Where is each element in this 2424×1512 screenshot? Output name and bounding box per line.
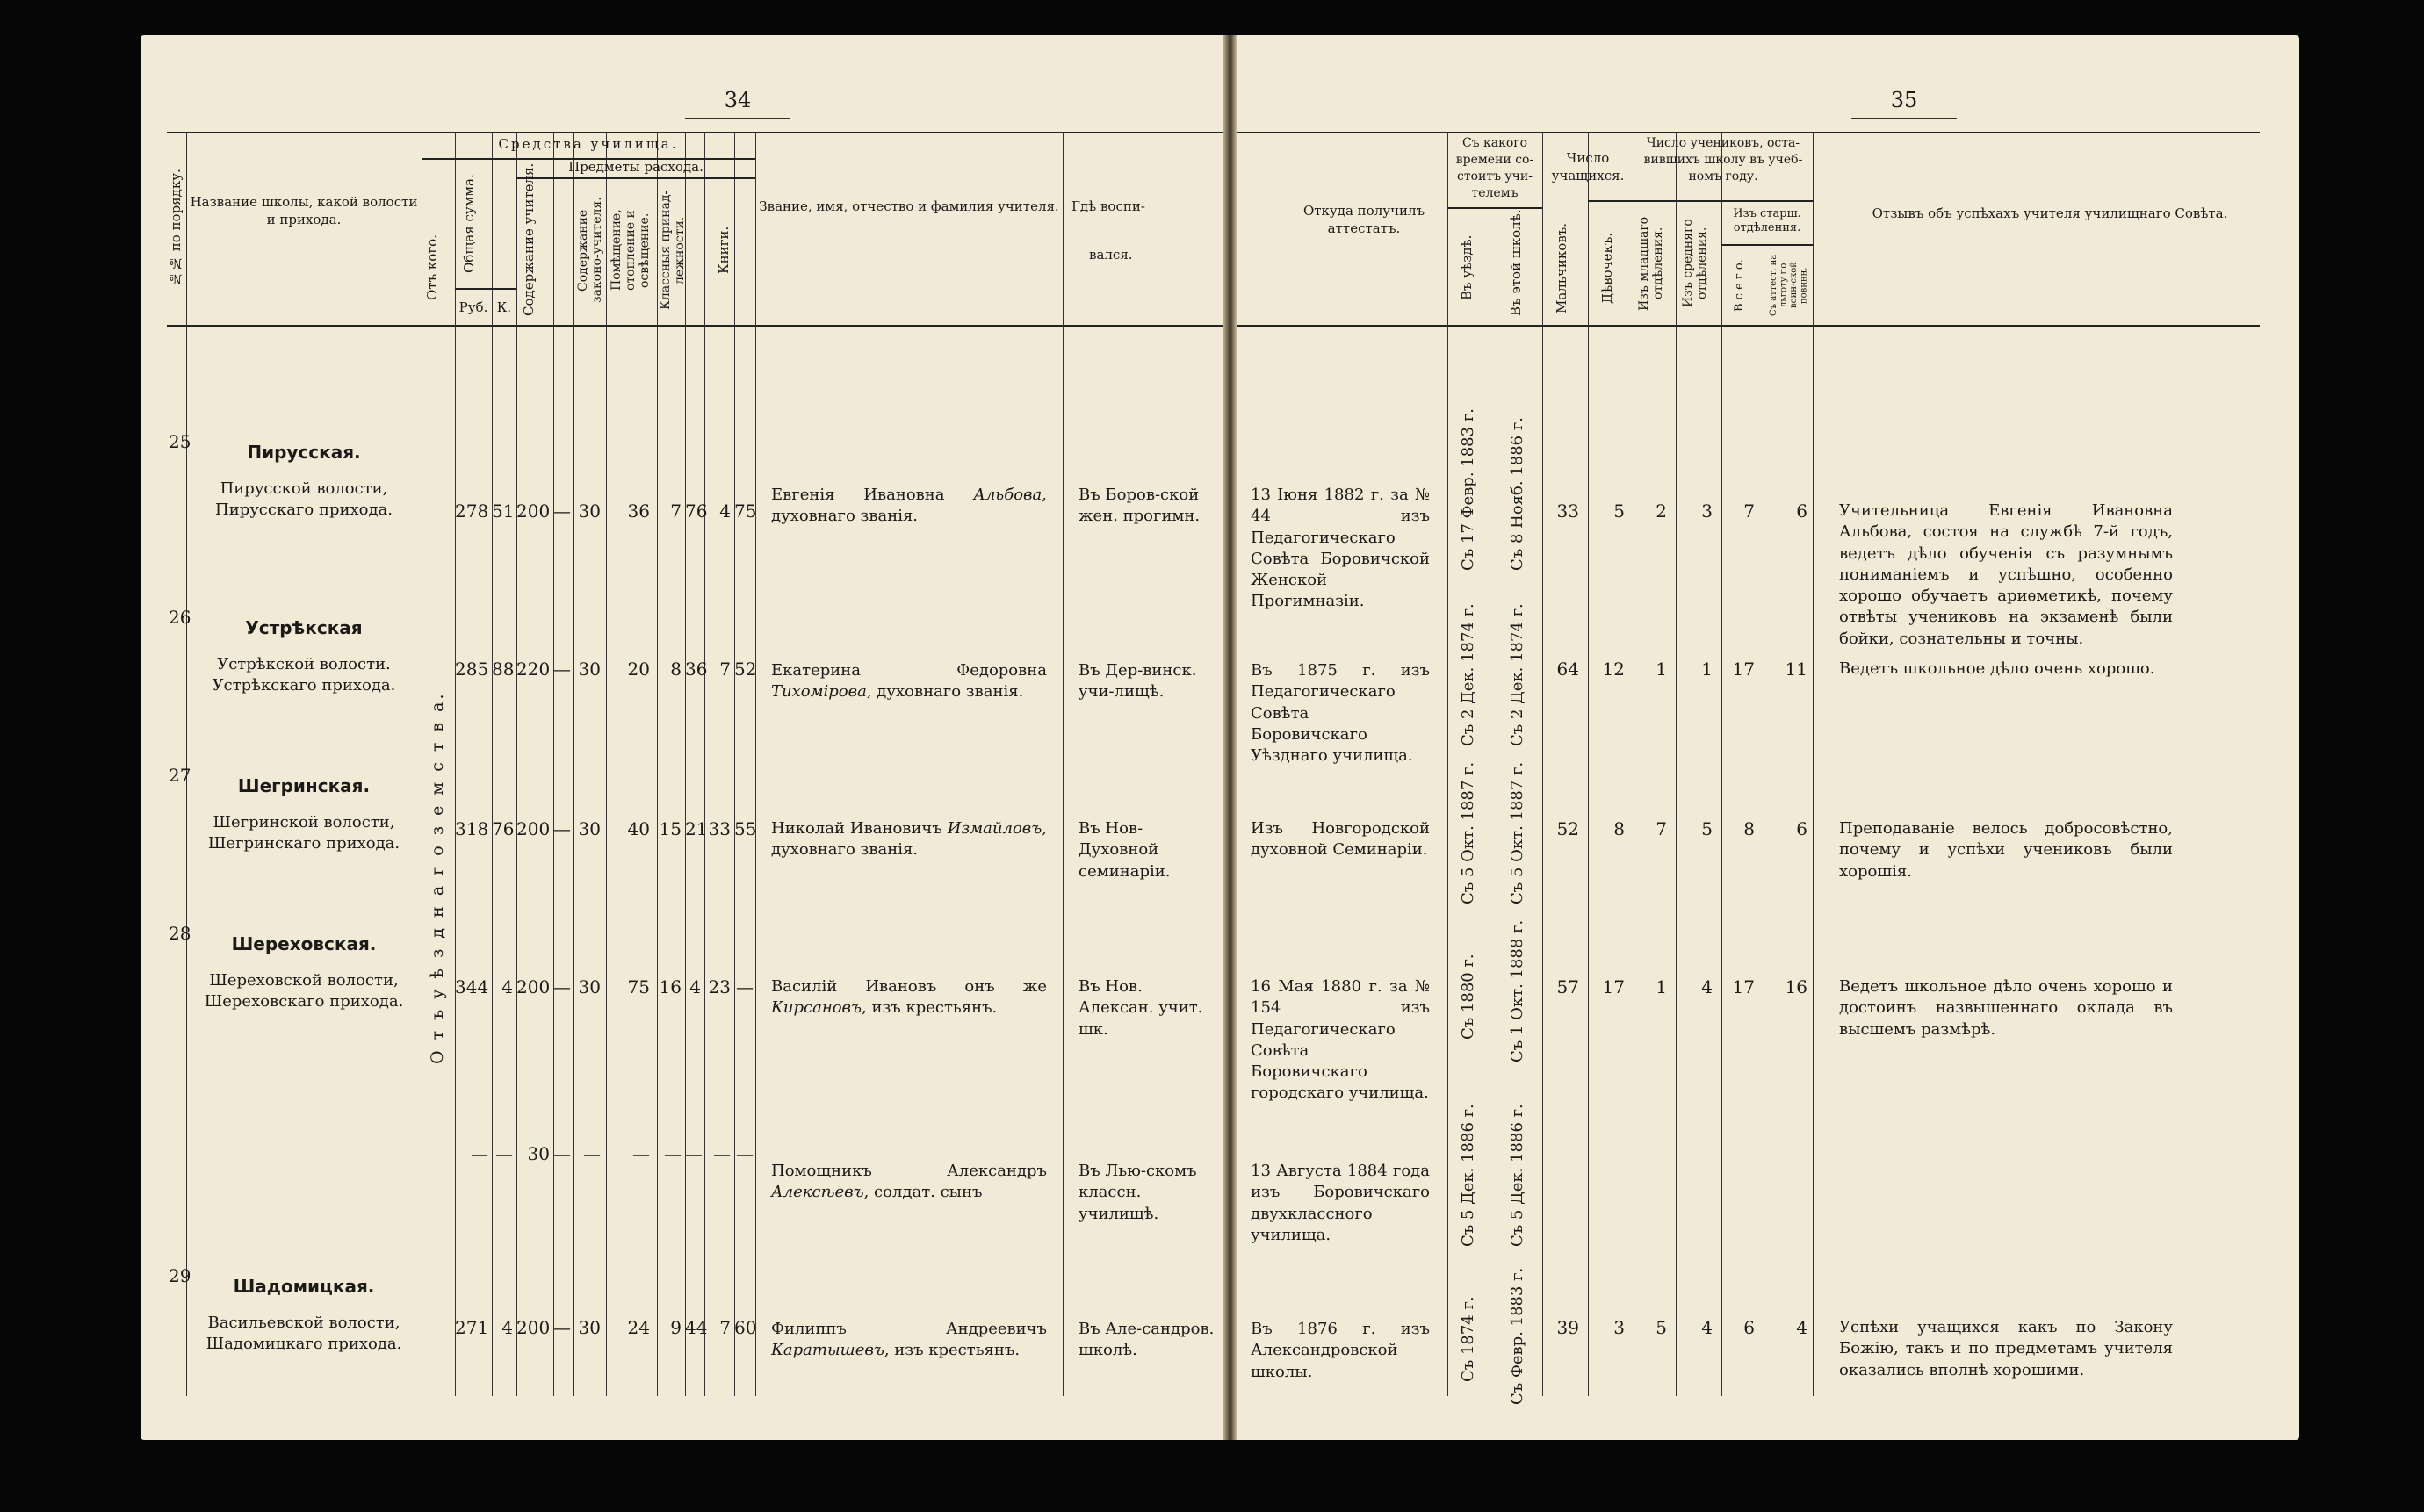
law-salary: 30: [578, 976, 601, 997]
header-supplies: Классныя принад-лежности.: [659, 190, 688, 311]
header-with-cert: Съ аттест. на льготу по воин-ской повинн.: [1769, 254, 1809, 317]
left-junior: 7: [1656, 818, 1667, 839]
teacher-given-names: Филиппъ Андреевичъ: [771, 1320, 1047, 1338]
column-rule: [755, 132, 756, 1396]
left-total: 17: [1732, 659, 1755, 680]
supplies-rub: 8: [670, 659, 682, 680]
school-name: Пирусская.: [247, 442, 361, 463]
left-junior: 5: [1656, 1317, 1667, 1338]
sum-rub: 271: [455, 1317, 489, 1338]
left-with-cert: 6: [1796, 500, 1807, 522]
row-number: 26: [169, 607, 191, 628]
since-school: Съ 8 Нояб. 1886 г.: [1508, 417, 1526, 571]
girls-count: 17: [1602, 976, 1625, 997]
header-in-school: Въ этой школѣ.: [1508, 209, 1524, 316]
school-name: Устрѣкская: [245, 617, 363, 638]
sum-kop: 88: [492, 659, 515, 680]
since-uezd: Съ 2 Дек. 1874 г.: [1459, 603, 1477, 746]
since-rule: [1447, 207, 1542, 209]
supplies-rub: 9: [670, 1317, 682, 1338]
teacher-rank: , солдат. сынъ: [863, 1183, 983, 1202]
girls-count: 5: [1613, 500, 1625, 522]
teacher-rank: , изъ крестьянъ.: [862, 998, 998, 1018]
teacher-surname: Алексѣевъ: [771, 1183, 864, 1202]
teacher-review: Ведетъ школьное дѣло очень хорошо и достоинъ назвышеннаго оклада въ высшемъ размѣрѣ.: [1839, 977, 2173, 1039]
teacher-name: [771, 976, 1047, 1019]
header-educated: Гдѣ воспи-: [1071, 198, 1145, 214]
table-top-rule: [167, 132, 1223, 133]
teacher-given-names: Евгенія Ивановна: [771, 486, 974, 504]
left-total: 8: [1743, 818, 1755, 839]
rub-rule: [455, 288, 516, 290]
header-pupils: Число учащихся.: [1551, 150, 1625, 184]
expense-rule: [516, 177, 755, 179]
teacher-name: [771, 1161, 1047, 1204]
left-junior: 2: [1656, 500, 1667, 522]
teacher-surname: Каратышевъ: [771, 1341, 884, 1360]
certificate-source: Въ 1875 г. изъ Педагогическаго Совѣта Боровичскаго Уѣзднаго училища.: [1251, 661, 1430, 766]
column-rule: [685, 132, 686, 1396]
left-junior: 1: [1656, 976, 1667, 997]
teacher-name: [771, 1319, 1047, 1362]
header-from-senior: Изъ старш. отдѣления.: [1733, 207, 1801, 234]
teacher-salary-kop: —: [553, 659, 571, 680]
header-rub: Руб.: [458, 299, 488, 315]
teacher-surname: Измайловъ: [947, 819, 1042, 838]
row-number: 29: [169, 1265, 191, 1286]
header-school-name: Название школы, какой волости и прихода.: [190, 194, 418, 228]
law-salary: 30: [578, 500, 601, 522]
teacher-salary-kop: —: [553, 1317, 571, 1338]
since-school: Съ 5 Дек. 1886 г.: [1508, 1104, 1526, 1247]
header-premises: Помѣщение, отопление и освѣщение.: [610, 209, 653, 292]
since-school: Съ Февр. 1883 г.: [1508, 1267, 1526, 1405]
premises-cost: 75: [627, 976, 650, 997]
school-name: Шадомицкая.: [233, 1276, 375, 1297]
column-rule: [1813, 132, 1814, 1396]
header-expense-items: Предметы расхода.: [568, 159, 703, 175]
school-name: Шереховская.: [231, 933, 377, 954]
book-gutter: [1223, 35, 1237, 1440]
table-top-rule: [1237, 132, 2260, 133]
header-total: В с е г о.: [1733, 259, 1746, 312]
header-books: Книги.: [716, 226, 732, 275]
sum-kop: —: [495, 1143, 513, 1164]
school-parish: Шегринской волости, Шегринскаго прихода.: [207, 813, 400, 853]
books-kop: 55: [734, 818, 757, 839]
column-rule: [492, 132, 493, 1396]
senior-rule: [1721, 244, 1813, 246]
books-kop: —: [736, 976, 754, 997]
teacher-salary-kop: —: [553, 818, 571, 839]
books-rub: 7: [719, 659, 731, 680]
teacher-surname: Альбова: [973, 486, 1042, 504]
supplies-rub: 7: [670, 500, 682, 522]
teacher-surname: Тихомірова: [771, 682, 867, 702]
left-total: 7: [1743, 500, 1755, 522]
header-from-middle: Изъ средняго отдѣления.: [1681, 219, 1710, 308]
left-middle: 5: [1701, 818, 1713, 839]
teacher-salary: 200: [516, 818, 551, 839]
since-uezd: Съ 5 Дек. 1886 г.: [1459, 1104, 1477, 1247]
teacher-rank: , изъ крестьянъ.: [884, 1341, 1021, 1360]
column-rule: [657, 132, 658, 1396]
sum-rub: —: [471, 1143, 488, 1164]
books-kop: 75: [734, 500, 757, 522]
since-school: Съ 2 Дек. 1874 г.: [1508, 603, 1526, 746]
teacher-given-names: Василій Ивановъ онъ же: [771, 977, 1047, 996]
teacher-rank: , духовнаго званія.: [771, 486, 1047, 526]
educated-at: Въ Нов-Духовной семинаріи.: [1079, 819, 1171, 881]
premises-cost: 20: [627, 659, 650, 680]
left-middle: 4: [1701, 976, 1713, 997]
certificate-source: 13 Іюня 1882 г. за № 44 изъ Педагогическаго Совѣта Боровичской Женской Прогимназіи.: [1251, 486, 1430, 611]
teacher-rank: , духовнаго званія.: [866, 682, 1024, 702]
column-rule: [553, 132, 554, 1396]
column-rule: [1542, 132, 1543, 1396]
column-rule: [1676, 132, 1677, 1396]
books-rub: 7: [719, 1317, 731, 1338]
school-parish: Пирусской волости, Пирусскаго прихода.: [215, 479, 393, 520]
boys-count: 52: [1556, 818, 1579, 839]
supplies-kop: —: [685, 1143, 703, 1164]
left-school-rule: [1588, 200, 1813, 202]
teacher-salary: 200: [516, 1317, 551, 1338]
teacher-salary: 30: [527, 1143, 550, 1164]
sum-kop: 4: [501, 976, 513, 997]
left-total: 17: [1732, 976, 1755, 997]
teacher-given-names: Николай Ивановичъ: [771, 819, 948, 838]
supplies-rub: 15: [659, 818, 682, 839]
boys-count: 39: [1556, 1317, 1579, 1338]
page-number-right: 35: [1851, 88, 1957, 119]
from-zemstvo-vertical: О т ъ у ѣ з д н а г о з е м с т в а.: [428, 691, 447, 1065]
boys-count: 64: [1556, 659, 1579, 680]
books-rub: —: [713, 1143, 731, 1164]
header-bottom-rule: [167, 325, 1223, 327]
school-parish: Шереховской волости, Шереховскаго прихода.: [204, 971, 404, 1012]
left-total: 6: [1743, 1317, 1755, 1338]
books-rub: 33: [708, 818, 731, 839]
educated-at: Въ Нов. Алексан. учит. шк.: [1079, 977, 1203, 1039]
books-kop: 60: [734, 1317, 757, 1338]
left-page: [141, 35, 1223, 1440]
header-educated-2: вался.: [1089, 247, 1133, 263]
boys-count: 33: [1556, 500, 1579, 522]
supplies-kop: 76: [685, 500, 708, 522]
column-rule: [573, 132, 574, 1396]
left-with-cert: 16: [1785, 976, 1807, 997]
column-rule: [734, 132, 735, 1396]
left-with-cert: 4: [1796, 1317, 1807, 1338]
supplies-rub: —: [664, 1143, 682, 1164]
school-name: Шегринская.: [237, 775, 371, 796]
since-uezd: Съ 17 Февр. 1883 г.: [1459, 408, 1477, 571]
header-from-junior: Изъ младшаго отдѣления.: [1637, 216, 1666, 311]
header-in-uezd: Въ уѣздѣ.: [1459, 234, 1475, 301]
header-total-sum: Общая сумма.: [461, 174, 477, 274]
header-since: Съ какого времени со-стоитъ учи-телемъ: [1455, 136, 1534, 200]
header-kop: К.: [496, 299, 512, 315]
column-rule: [704, 132, 705, 1396]
left-with-cert: 6: [1796, 818, 1807, 839]
left-middle: 4: [1701, 1317, 1713, 1338]
column-rule: [1447, 132, 1448, 1396]
header-from-whom: Отъ кого.: [424, 234, 440, 301]
sum-rub: 344: [455, 976, 489, 997]
column-rule: [516, 132, 517, 1396]
teacher-given-names: Помощникъ Александръ: [771, 1162, 1047, 1180]
column-rule: [455, 132, 456, 1396]
teacher-review: Ведетъ школьное дѣло очень хорошо.: [1839, 659, 2155, 678]
left-with-cert: 11: [1785, 659, 1807, 680]
since-uezd: Съ 1880 г.: [1459, 954, 1477, 1040]
teacher-salary-kop: —: [553, 500, 571, 522]
page-number-left: 34: [685, 88, 790, 119]
sum-kop: 4: [501, 1317, 513, 1338]
teacher-given-names: Екатерина Федоровна: [771, 661, 1047, 680]
sum-rub: 278: [455, 500, 489, 522]
header-bottom-rule: [1237, 325, 2260, 327]
supplies-kop: 4: [689, 976, 701, 997]
teacher-salary: 200: [516, 976, 551, 997]
header-left-school: Число учениковъ, оста-вившихъ школу въ учеб-номъ году.: [1643, 136, 1803, 184]
teacher-salary: 220: [516, 659, 551, 680]
header-teacher: Звание, имя, отчество и фамилия учителя.: [759, 198, 1059, 214]
header-teacher-salary: Содержание учителя.: [521, 162, 537, 316]
certificate-source: 16 Мая 1880 г. за № 154 изъ Педагогическаго Совѣта Боровичскаго городскаго училища.: [1251, 977, 1430, 1103]
educated-at: Въ Але-сандров. школѣ.: [1079, 1320, 1215, 1360]
teacher-name: [771, 485, 1047, 528]
header-order-no: №№ по порядку.: [168, 169, 184, 288]
teacher-name: [771, 818, 1047, 861]
school-parish: Устрѣкской волости. Устрѣкскаго прихода.: [212, 655, 396, 695]
supplies-rub: 16: [659, 976, 682, 997]
teacher-salary-kop: —: [553, 976, 571, 997]
premises-cost: 40: [627, 818, 650, 839]
header-certificate: Откуда получилъ аттестатъ.: [1302, 203, 1425, 237]
teacher-surname: Кирсановъ: [771, 998, 862, 1018]
law-salary: 30: [578, 818, 601, 839]
teacher-review: Преподаваніе велось добросовѣстно, почему и успѣхи учениковъ были хорошія.: [1839, 819, 2173, 881]
teacher-rank: , духовнаго званія.: [771, 819, 1047, 860]
row-number: 28: [169, 923, 191, 944]
certificate-source: Въ 1876 г. изъ Александровской школы.: [1251, 1320, 1430, 1381]
girls-count: 3: [1613, 1317, 1625, 1338]
teacher-name: [771, 660, 1047, 703]
since-uezd: Съ 5 Окт. 1887 г.: [1459, 761, 1477, 904]
teacher-review: Успѣхи учащихся какъ по Закону Божію, такъ и по предметамъ учителя оказались вполнѣ хорошими.: [1839, 1318, 2173, 1379]
teacher-review: Учительница Евгенія Ивановна Альбова, состоя на службѣ 7-й годъ, ведетъ дѣло обученія съ разумнымъ пониманіемъ и успѣшно, особенно хорошо обучаетъ ариѳметикѣ, почему отвѣты учениковъ на экзаменѣ были бойки, сознательны и точны.: [1839, 501, 2173, 648]
row-number: 25: [169, 431, 191, 452]
books-rub: 4: [719, 500, 731, 522]
row-number: 27: [169, 765, 191, 786]
right-page: [1237, 35, 2299, 1440]
books-rub: 23: [708, 976, 731, 997]
since-school: Съ 5 Окт. 1887 г.: [1508, 761, 1526, 904]
sum-rub: 285: [455, 659, 489, 680]
supplies-kop: 36: [685, 659, 708, 680]
header-funds: Средства училища.: [498, 136, 679, 152]
supplies-kop: 44: [685, 1317, 708, 1338]
school-parish: Васильевской волости, Шадомицкаго прихода.: [206, 1314, 402, 1354]
certificate-source: 13 Августа 1884 года изъ Боровичскаго двухклассного училища.: [1251, 1162, 1430, 1244]
boys-count: 57: [1556, 976, 1579, 997]
header-boys: Мальчиковъ.: [1554, 222, 1569, 313]
supplies-kop: 21: [685, 818, 708, 839]
column-rule: [606, 132, 607, 1396]
books-kop: —: [736, 1143, 754, 1164]
since-school: Съ 1 Окт. 1888 г.: [1508, 919, 1526, 1062]
law-salary: 30: [578, 659, 601, 680]
educated-at: Въ Лью-скомъ классн. училищѣ.: [1079, 1162, 1197, 1223]
teacher-salary: 200: [516, 500, 551, 522]
column-rule: [1588, 132, 1589, 1396]
books-kop: 52: [734, 659, 757, 680]
teacher-salary-kop: —: [553, 1143, 571, 1164]
header-review: Отзывъ объ успѣхахъ учителя училищнаго Совѣта.: [1872, 205, 2228, 221]
certificate-source: Изъ Новгородской духовной Семинаріи.: [1251, 819, 1430, 860]
left-junior: 1: [1656, 659, 1667, 680]
column-rule: [1063, 132, 1064, 1396]
premises-cost: 36: [627, 500, 650, 522]
girls-count: 8: [1613, 818, 1625, 839]
left-middle: 3: [1701, 500, 1713, 522]
educated-at: Въ Боров-ской жен. прогимн.: [1079, 486, 1201, 526]
law-salary: —: [583, 1143, 601, 1164]
left-middle: 1: [1701, 659, 1713, 680]
sum-kop: 76: [492, 818, 515, 839]
premises-cost: 24: [627, 1317, 650, 1338]
girls-count: 12: [1602, 659, 1625, 680]
header-law-salary: Содержание законо-учителя.: [576, 197, 605, 304]
column-rule: [1721, 132, 1722, 1396]
header-girls: Дѣвочекъ.: [1599, 232, 1615, 304]
educated-at: Въ Дер-винск. учи-лищѣ.: [1079, 661, 1197, 702]
open-book: [132, 28, 2301, 1442]
law-salary: 30: [578, 1317, 601, 1338]
since-uezd: Съ 1874 г.: [1459, 1296, 1477, 1382]
sum-kop: 51: [492, 500, 515, 522]
sum-rub: 318: [455, 818, 489, 839]
premises-cost: —: [632, 1143, 650, 1164]
